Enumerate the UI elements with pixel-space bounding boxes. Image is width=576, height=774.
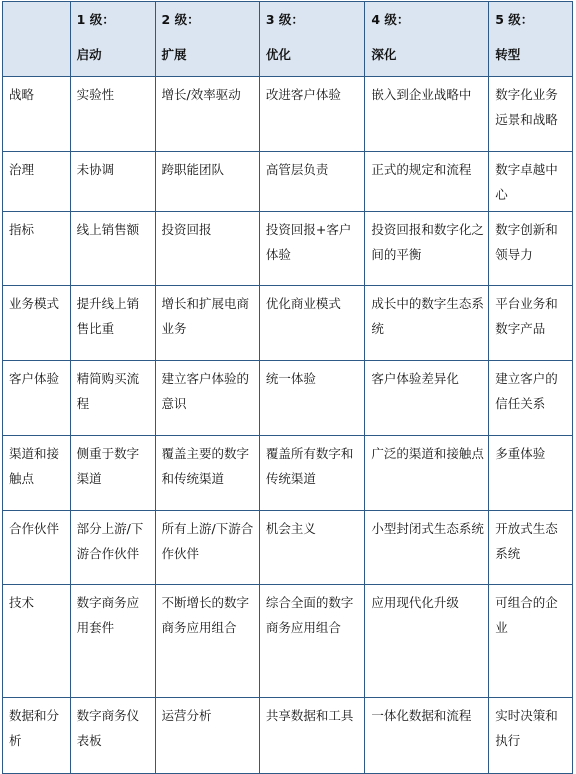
table-cell: 所有上游/下游合作伙伴 [155, 511, 259, 585]
stage-label: 优化 [265, 47, 291, 62]
table-cell: 投资回报+客户体验 [259, 212, 365, 286]
dimension-cell: 客户体验 [3, 361, 71, 436]
header-cell-level-5 [489, 2, 573, 77]
table-cell: 实验性 [70, 77, 155, 152]
table-cell: 数字化业务远景和战略 [489, 77, 573, 152]
table-cell: 客户体验差异化 [365, 361, 489, 436]
table-cell: 数字商务仪表板 [70, 698, 155, 774]
header-cell-level-2 [155, 2, 259, 77]
table-cell: 实时决策和执行 [489, 698, 573, 774]
maturity-model-table [2, 1, 573, 774]
table-row [3, 436, 573, 511]
table-cell: 提升线上销售比重 [70, 286, 155, 361]
header-cell-level-1 [70, 2, 155, 77]
table-cell: 小型封闭式生态系统 [365, 511, 489, 585]
table-cell: 覆盖所有数字和传统渠道 [259, 436, 365, 511]
dimension-cell: 渠道和接触点 [3, 436, 71, 511]
table-row [3, 361, 573, 436]
table-row [3, 511, 573, 585]
level-label: 2 级： [161, 12, 200, 27]
table-cell: 增长/效率驱动 [155, 77, 259, 152]
dimension-cell: 技术 [3, 585, 71, 698]
table-cell: 共享数据和工具 [259, 698, 365, 774]
table-cell: 投资回报 [155, 212, 259, 286]
level-label: 5 级： [495, 12, 534, 27]
table-cell: 嵌入到企业战略中 [365, 77, 489, 152]
table-row [3, 77, 573, 152]
level-label: 3 级： [265, 12, 304, 27]
table-cell: 广泛的渠道和接触点 [365, 436, 489, 511]
table-cell: 部分上游/下游合作伙伴 [70, 511, 155, 585]
table-cell: 投资回报和数字化之间的平衡 [365, 212, 489, 286]
table-cell: 成长中的数字生态系统 [365, 286, 489, 361]
table-cell: 建立客户的信任关系 [489, 361, 573, 436]
table-cell: 优化商业模式 [259, 286, 365, 361]
table-cell: 机会主义 [259, 511, 365, 585]
table-cell: 应用现代化升级 [365, 585, 489, 698]
table-cell: 改进客户体验 [259, 77, 365, 152]
table-row [3, 152, 573, 212]
table-cell: 可组合的企业 [489, 585, 573, 698]
level-label: 1 级： [76, 12, 115, 27]
table-cell: 增长和扩展电商业务 [155, 286, 259, 361]
header-corner-cell [3, 2, 71, 77]
table-cell: 数字商务应用套件 [70, 585, 155, 698]
table-cell: 一体化数据和流程 [365, 698, 489, 774]
table-cell: 线上销售额 [70, 212, 155, 286]
table-cell: 综合全面的数字商务应用组合 [259, 585, 365, 698]
table-cell: 建立客户体验的意识 [155, 361, 259, 436]
stage-label: 启动 [76, 47, 102, 62]
table-cell: 平台业务和数字产品 [489, 286, 573, 361]
dimension-cell: 业务模式 [3, 286, 71, 361]
table-cell: 运营分析 [155, 698, 259, 774]
table-cell: 精简购买流程 [70, 361, 155, 436]
header-cell-level-4 [365, 2, 489, 77]
table-cell: 侧重于数字渠道 [70, 436, 155, 511]
table-cell: 未协调 [70, 152, 155, 212]
table-cell: 不断增长的数字商务应用组合 [155, 585, 259, 698]
stage-label: 扩展 [161, 47, 187, 62]
table-cell: 多重体验 [489, 436, 573, 511]
header-cell-level-3 [259, 2, 365, 77]
table-cell: 高管层负责 [259, 152, 365, 212]
level-label: 4 级： [371, 12, 410, 27]
table-row [3, 286, 573, 361]
table-cell: 数字创新和领导力 [489, 212, 573, 286]
dimension-cell: 战略 [3, 77, 71, 152]
header-row [3, 2, 573, 77]
table-cell: 统一体验 [259, 361, 365, 436]
stage-label: 深化 [371, 47, 397, 62]
table-cell: 覆盖主要的数字和传统渠道 [155, 436, 259, 511]
stage-label: 转型 [495, 47, 521, 62]
table-cell: 开放式生态系统 [489, 511, 573, 585]
dimension-cell: 治理 [3, 152, 71, 212]
table-cell: 正式的规定和流程 [365, 152, 489, 212]
table-row [3, 212, 573, 286]
table-cell: 跨职能团队 [155, 152, 259, 212]
table-row [3, 585, 573, 698]
dimension-cell: 数据和分析 [3, 698, 71, 774]
table-cell: 数字卓越中心 [489, 152, 573, 212]
dimension-cell: 合作伙伴 [3, 511, 71, 585]
dimension-cell: 指标 [3, 212, 71, 286]
table-row [3, 698, 573, 774]
